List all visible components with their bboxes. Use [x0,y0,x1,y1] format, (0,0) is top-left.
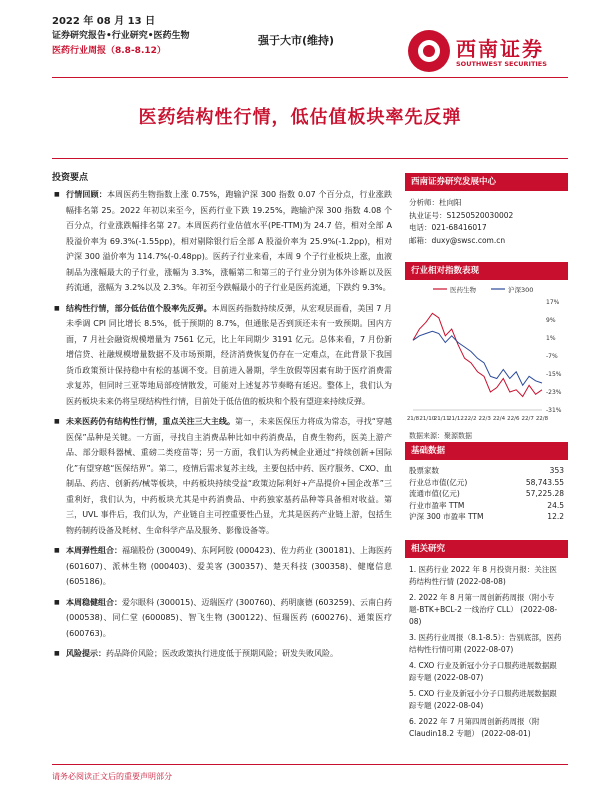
basic-data-label: 流通市值(亿元) [409,489,460,498]
chart-source: 数据来源：聚源数据 [409,432,472,440]
basic-data-label: 沪深 300 市盈率 TTM [409,512,484,521]
logo-text-en: SOUTHWEST SECURITIES [456,60,547,68]
y-tick-label: -23% [546,389,562,396]
report-date: 2022 年 08 月 13 日 [52,16,156,27]
x-tick-label: 22/4 [492,416,506,422]
y-tick-label: 9% [546,317,556,324]
basic-data-row [405,477,568,489]
y-tick-label: -15% [546,371,562,378]
basic-data-row [405,511,568,523]
summary-bullet [52,595,392,642]
bullet-text: 爱尔眼科 (300015)、迈瑞医疗 (300760)、药明康德 (603259)、云南白药 (000538)、同仁堂 (600085)、智飞生物 (300122)、恒瑞医药 (600276)、通策医疗 (600763)。 [66,597,392,638]
basic-data-value: 353 [549,466,564,475]
report-week: 医药行业周报（8.8-8.12） [52,46,166,56]
analyst-row [409,210,564,223]
basic-data-value: 58,743.55 [525,477,564,487]
basic-data-heading: 基础数据 [405,442,568,460]
bullet-text: 药品降价风险；医改政策执行进度低于预期风险；研发失败风险。 [106,649,338,658]
basic-data-label: 行业总市值(亿元) [409,477,468,487]
analyst-label: 邮箱： [409,235,432,245]
y-tick-label: -31% [546,407,562,414]
bullet-lead: 行情回顾： [66,190,107,199]
related-research-list [405,558,568,740]
basic-data-value: 57,225.28 [525,489,564,498]
bullet-text: 福瑞股份 (300049)、东阿阿胶 (000423)、佐力药业 (300181)、上海医药 (601607)、派林生物 (000403)、爱美客 (300357)、楚天科技 (300358)、健麾信息 (605186)。 [66,546,392,586]
basic-data-box [405,442,568,523]
related-research-box [405,540,568,744]
x-tick-label: 22/2 [464,416,477,422]
x-tick-label: 22/7 [521,416,534,422]
basic-data-row [405,500,568,512]
legend-label: 医药生物 [450,286,476,294]
analyst-label: 执业证号： [409,210,447,220]
analyst-value: S1250520030002 [446,210,514,220]
footer-disclaimer: 请务必阅读正文后的重要声明部分 [52,772,172,781]
analyst-value: 杜向阳 [439,198,462,207]
basic-data-label: 行业市盈率 TTM [409,500,465,510]
analyst-value: 021-68416017 [431,223,487,232]
report-type: 证券研究报告•行业研究•医药生物 [52,31,190,41]
analyst-row [409,222,564,235]
analyst-info [405,191,568,253]
industry-rating: 强于大市(维持) [258,34,335,47]
x-tick-label: 22/3 [478,416,491,422]
basic-data-value: 12.2 [547,512,564,521]
related-research-item[interactable]: 6. 2022 年 7 月第四周创新药周报（附 Claudin18.2 专题） (2022-08-01) [409,717,540,738]
summary-heading: 投资要点 [52,173,89,183]
basic-data-value: 24.5 [547,500,564,510]
y-tick-label: 1% [546,335,556,342]
analyst-box [405,173,568,253]
basic-data-row [405,488,568,500]
analyst-row [409,197,564,210]
relative-index-chart [405,280,568,428]
report-header [52,14,190,59]
bullet-text: 本周医药指数持续反弹，从宏观层面看，美国 7 月未季调 CPI 同比增长 8.5%，低于预期的 8.7%，但通胀是否到顶还未有一致预期。国内方面，7 月社会融资规模增量为 7561 亿元，比上年同期少 3191 亿元。总体来看，7 月份新增信贷、社融规模增量数据不及市场预期，经济消费恢复仍存在一定难点，在此背景下我国货币政策预计保持稳中有松的基调不变。目前进入暑期，学生放假等因素有助于医疗消费需求复苏，但同时三亚等地局部疫情散发，可能对上述复苏节奏略有延迟。整体上，我们认为医药板块未来仍将呈现结构性行情，目前处于低估值的板块和个股有望迎来持续反弹。 [66,303,392,406]
summary-bullet [52,301,392,410]
related-research-item[interactable]: 5. CXO 行业及新冠小分子口服药进展数据跟踪专题 (2022-08-04) [409,689,557,710]
logo-emblem-icon [408,30,450,72]
bullet-lead: 未来医药仍有结构性行情，重点关注三大主线。 [66,417,235,426]
title-divider [52,158,568,159]
x-tick-label: 22/8 [535,416,549,422]
bullet-lead: 结构性行情，部分低估值个股率先反弹。 [66,303,212,313]
analyst-label: 分析师： [409,198,439,207]
analyst-row [409,235,564,248]
x-tick-label: 21/10 [419,416,436,422]
summary-bullet [52,187,392,296]
analyst-heading: 西南证券研究发展中心 [405,173,568,191]
basic-data-label: 股票家数 [409,466,439,475]
summary-bullet [52,646,392,662]
header-divider [52,77,568,78]
x-tick-label: 21/12 [448,416,464,422]
chart-section [405,262,568,444]
x-tick-label: 22/6 [507,416,520,422]
legend-label: 沪深300 [508,286,534,294]
summary-section [52,170,392,667]
related-research-item[interactable]: 1. 医药行业 2022 年 8 月投资月报：关注医药结构性行情 (2022-08-08) [409,565,557,586]
related-research-item[interactable]: 2. 2022 年 8 月第一周创新药周报（附小专题-BTK+BCL-2 一线治疗 CLL） (2022-08-08) [409,593,558,626]
summary-bullet [52,543,392,590]
company-logo [408,30,568,74]
logo-text-cn: 西南证券 [456,37,544,61]
analyst-label: 电话： [409,223,432,232]
x-tick-label: 21/11 [433,416,450,422]
bullet-text: 本周医药生物指数上涨 0.75%，跑输沪深 300 指数 0.07 个百分点，行业涨跌幅排名第 25。2022 年初以来至今，医药行业下跌 19.25%，跑输沪深 300 指数 4.08 个百分点，行业涨跌幅排名第 27。本周医药行业估值水平(PE-TTM)为 24.7 倍，相对全部 A 股溢价率为 69.3%(-1.55pp)，相对剔除银行后全部 A 股溢价率为 25.9%(-1.2pp)，相对沪深 300 溢价率为 114.7%(-0.48pp)。医药子行业来看，本周 9 个子行业板块上涨，血液制品为涨幅最大的子行业，涨幅为 3.3%，涨幅第二和第三的子行业分别为体外诊断以及医药流通，涨幅为 3.2%以及 2.3%。年初至今跌幅最小的子行业是医药流通，下跌约 9.3%。 [66,190,393,292]
related-research-item[interactable]: 3. 医药行业周报（8.1-8.5）：告别底部，医药结构性行情可期 (2022-08-07) [409,633,562,654]
bullet-text: 第一，未来医保压力将成为常态，寻找“穿越医保”品种是关键。一方面，寻找自主消费品种比如中药消费品，自费生物药，医美上游产品、部分眼科器械、重磅二类疫苗等；另一方面，我们认为药械企业通过“持续创新+国际化”有望穿越“医保结界”。第二，疫情后需求复苏主线，主要包括中药、医疗服务、CXO、血制品、药店、创新药/械等板块，中药板块持续受益“政策边际利好+产品提价+国企改革”三重利好，我们认为，中药板块尤其是中药消费品、中药独家基药品种等具备相对收益。第三，UVL 事件后，我们认为，产业链自主可控重要性凸显，尤其是医药产业链上游，包括生物药制药设备及耗材、生命科学产品及服务、影像设备等。 [66,417,392,535]
y-tick-label: -7% [546,353,558,360]
footer-divider [52,764,568,765]
related-research-heading: 相关研究 [405,540,568,558]
summary-bullet [52,414,392,538]
related-research-item[interactable]: 4. CXO 行业及新冠小分子口服药进展数据跟踪专题 (2022-08-07) [409,661,557,682]
basic-data-row [405,465,568,477]
x-tick-label: 21/8 [406,416,420,422]
page-title: 医药结构性行情，低估值板块率先反弹 [138,107,462,128]
bullet-lead: 本周稳健组合： [66,597,123,607]
series-line-医药生物 [413,313,542,396]
series-line-沪深300 [413,331,542,385]
analyst-value: duxy@swsc.com.cn [431,235,506,245]
chart-title: 行业相对指数表现 [405,262,568,280]
bullet-lead: 本周弹性组合： [66,546,123,555]
bullet-lead: 风险提示： [66,649,106,658]
y-tick-label: 17% [546,299,560,306]
basic-data-table [405,460,568,523]
